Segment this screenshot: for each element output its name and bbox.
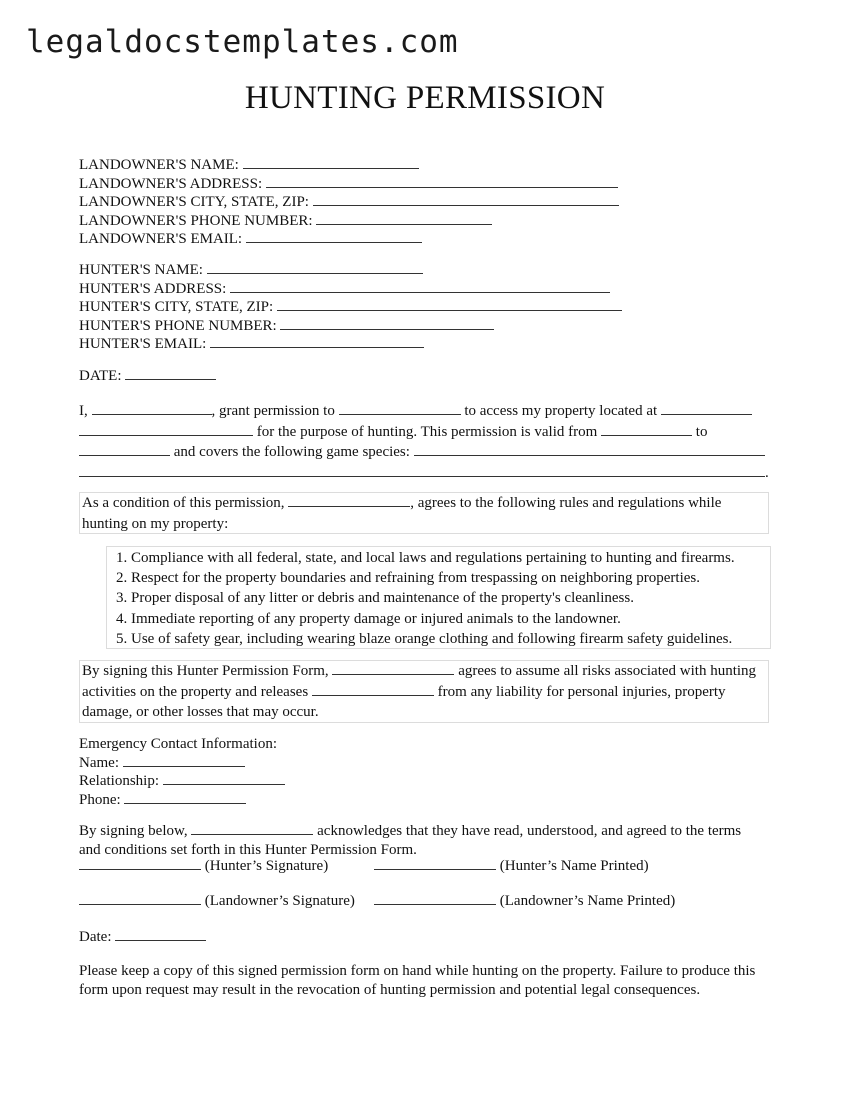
landowner-email-label: LANDOWNER'S EMAIL: <box>79 231 243 247</box>
valid-from-field[interactable] <box>601 423 692 436</box>
liability-text-a: By signing this Hunter Permission Form, <box>82 663 329 679</box>
date-row <box>79 367 216 386</box>
rule-item: 1. Compliance with all federal, state, and local laws and regulations pertaining to hunting and firearms. <box>131 548 770 568</box>
condition-box <box>79 492 769 534</box>
property-location-field[interactable] <box>661 402 752 415</box>
hunter-city-row <box>79 298 622 317</box>
liability-text-c: activities on the property and releases <box>82 683 309 700</box>
grantee-name-field[interactable] <box>339 402 461 415</box>
landowner-name-printed-field[interactable] <box>374 892 496 905</box>
rules-list <box>106 546 771 649</box>
liability-text-b: agrees to assume all risks associated with hunting <box>458 663 757 679</box>
watermark: legaldocstemplates.com <box>26 24 459 60</box>
grant-text-permission: , grant permission to <box>211 403 335 419</box>
grant-text-to: to <box>695 423 708 440</box>
landowner-email-row <box>79 230 619 249</box>
landowner-name-row <box>79 156 619 175</box>
acknowledgement-paragraph <box>79 822 779 859</box>
ack-text-c: and conditions set forth in this Hunter Permission Form. <box>79 841 417 858</box>
landowner-city-row <box>79 193 619 212</box>
grant-text-valid: for the purpose of hunting. This permission is valid from <box>256 423 598 440</box>
hunter-name-printed-label: (Hunter’s Name Printed) <box>499 858 649 874</box>
landowner-section <box>79 156 619 249</box>
emergency-phone-label: Phone: <box>79 791 121 808</box>
hunter-phone-row <box>79 317 622 336</box>
landowner-phone-row <box>79 212 619 231</box>
liability-text-e: damage, or other losses that may occur. <box>82 704 319 720</box>
ack-name-field[interactable] <box>191 822 313 835</box>
hunter-name-printed-field[interactable] <box>374 857 496 870</box>
landowner-city-field[interactable] <box>313 193 619 206</box>
liability-box <box>79 660 769 723</box>
liability-landowner-field[interactable] <box>312 683 434 696</box>
landowner-phone-field[interactable] <box>316 212 492 225</box>
emergency-name-label: Name: <box>79 754 119 771</box>
emergency-name-field[interactable] <box>123 754 245 767</box>
ack-text-a: By signing below, <box>79 823 188 839</box>
game-species-field-2[interactable] <box>79 464 765 477</box>
condition-hunter-field[interactable] <box>288 494 410 507</box>
hunter-name-field[interactable] <box>207 261 423 274</box>
hunter-city-field[interactable] <box>277 298 622 311</box>
hunter-address-label: HUNTER'S ADDRESS: <box>79 280 227 297</box>
landowner-name-printed-label: (Landowner’s Name Printed) <box>499 893 676 909</box>
rule-item: 5. Use of safety gear, including wearing blaze orange clothing and following firearm safety guidelines. <box>131 629 770 649</box>
rule-item: 4. Immediate reporting of any property damage or injured animals to the landowner. <box>131 609 770 629</box>
signature-date-row <box>79 928 206 946</box>
hunter-name-printed-row <box>374 857 649 875</box>
hunter-email-label: HUNTER'S EMAIL: <box>79 336 207 352</box>
grant-paragraph <box>79 401 771 483</box>
landowner-signature-row <box>79 892 355 910</box>
landowner-signature-label: (Landowner’s Signature) <box>204 893 355 909</box>
landowner-address-field[interactable] <box>266 175 618 188</box>
emergency-relationship-label: Relationship: <box>79 773 159 789</box>
emergency-contact-section <box>79 736 285 809</box>
signature-date-label: Date: <box>79 929 112 945</box>
hunter-signature-row <box>79 857 328 875</box>
game-species-field[interactable] <box>414 443 765 456</box>
hunter-email-row <box>79 335 622 354</box>
liability-text-d: from any liability for personal injuries, property <box>437 683 726 700</box>
landowner-signature-field[interactable] <box>79 892 201 905</box>
rule-item: 3. Proper disposal of any litter or debris and maintenance of the property's cleanliness. <box>131 588 770 608</box>
landowner-address-row <box>79 175 619 194</box>
landowner-city-label: LANDOWNER'S CITY, STATE, ZIP: <box>79 194 309 210</box>
footer-line-1: Please keep a copy of this signed permission form on hand while hunting on the property. Failure to produce this <box>79 963 756 979</box>
hunter-section <box>79 261 622 354</box>
hunter-address-row <box>79 280 622 299</box>
rule-item: 2. Respect for the property boundaries and refraining from trespassing on neighboring properties. <box>131 568 770 588</box>
hunter-name-label: HUNTER'S NAME: <box>79 262 203 278</box>
property-location-field-2[interactable] <box>79 423 253 436</box>
grant-text-i: I, <box>79 403 88 419</box>
footer-line-2: form upon request may result in the revocation of hunting permission and potential legal consequences. <box>79 981 701 998</box>
condition-text-a: As a condition of this permission, <box>82 495 285 511</box>
hunter-address-field[interactable] <box>230 280 610 293</box>
condition-text-b: , agrees to the following rules and regulations while <box>410 495 722 511</box>
grantor-name-field[interactable] <box>92 402 212 415</box>
hunter-city-label: HUNTER'S CITY, STATE, ZIP: <box>79 299 274 315</box>
condition-text-c: hunting on my property: <box>82 515 229 532</box>
grant-text-end: . <box>765 464 769 481</box>
hunter-phone-label: HUNTER'S PHONE NUMBER: <box>79 317 277 334</box>
landowner-name-label: LANDOWNER'S NAME: <box>79 157 239 173</box>
page-title: HUNTING PERMISSION <box>244 80 606 116</box>
landowner-address-label: LANDOWNER'S ADDRESS: <box>79 175 263 192</box>
emergency-heading: Emergency Contact Information: <box>79 736 277 752</box>
hunter-name-row <box>79 261 622 280</box>
hunter-signature-field[interactable] <box>79 857 201 870</box>
landowner-phone-label: LANDOWNER'S PHONE NUMBER: <box>79 212 313 229</box>
liability-hunter-field[interactable] <box>332 662 454 675</box>
date-label: DATE: <box>79 368 122 384</box>
ack-text-b: acknowledges that they have read, understood, and agreed to the terms <box>317 823 742 839</box>
grant-text-location: to access my property located at <box>464 403 658 419</box>
hunter-phone-field[interactable] <box>280 317 494 330</box>
signature-date-field[interactable] <box>115 928 206 941</box>
hunter-signature-label: (Hunter’s Signature) <box>204 858 329 874</box>
landowner-email-field[interactable] <box>246 230 422 243</box>
date-field[interactable] <box>125 367 216 380</box>
landowner-name-printed-row <box>374 892 675 910</box>
hunter-email-field[interactable] <box>210 335 424 348</box>
emergency-phone-field[interactable] <box>124 791 246 804</box>
footer-notice <box>79 962 779 999</box>
landowner-name-field[interactable] <box>243 156 419 169</box>
valid-to-field[interactable] <box>79 443 170 456</box>
grant-text-species: and covers the following game species: <box>173 444 410 460</box>
emergency-relationship-field[interactable] <box>163 772 285 785</box>
